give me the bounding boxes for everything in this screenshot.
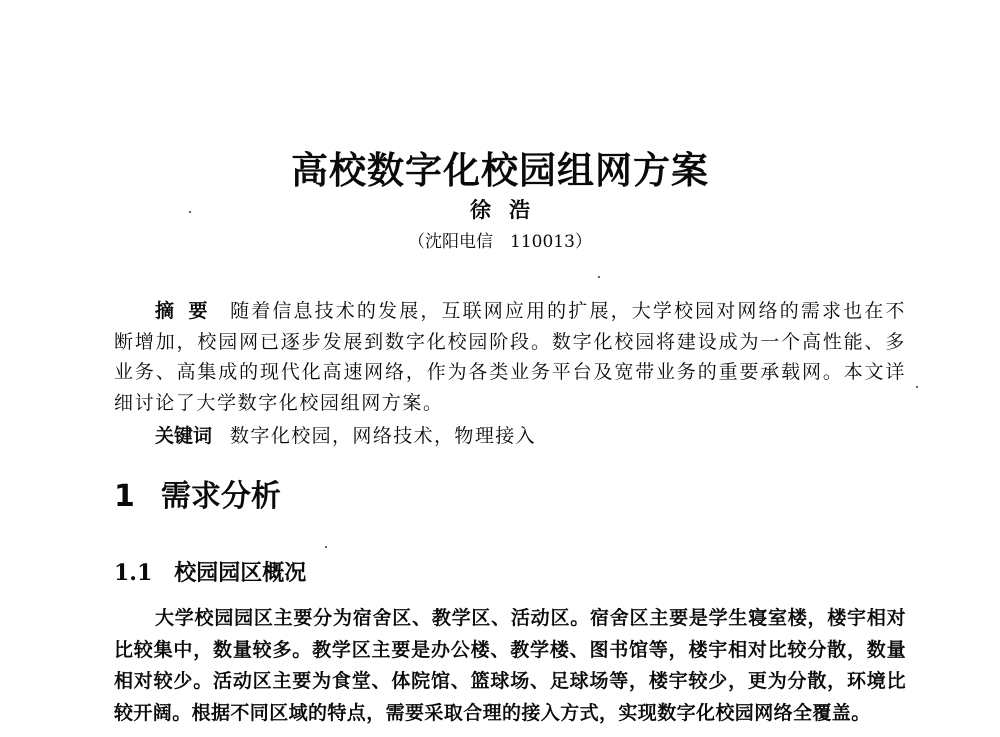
- author-affiliation: （沈阳电信 110013）: [408, 232, 592, 252]
- subsection-heading: [114, 556, 306, 591]
- body-paragraph: 大学校园园区主要分为宿舍区、教学区、活动区。宿舍区主要是学生寝室楼，楼宇相对比较集中，数量较多。教学区主要是办公楼、教学楼、图书馆等，楼宇相对比较分散，数量相对较少。活动区主要为食堂、体院馆、篮球场、足球场等，楼宇较少，更为分散，环境比较开阔。根据不同区域的特点，需要采取合理的接入方式，实现数字化校园网络全覆盖。: [114, 607, 906, 724]
- section-heading: [114, 476, 281, 518]
- abstract-label: 摘要: [155, 300, 223, 322]
- subsection-number: 1.1: [114, 560, 153, 586]
- scan-speck: [916, 386, 918, 388]
- paper-title: 高校数字化校园组网方案: [291, 149, 709, 192]
- section-number: 1: [114, 479, 135, 514]
- abstract-text: 随着信息技术的发展，互联网应用的扩展，大学校园对网络的需求也在不断增加，校园网已逐步发展到数字化校园阶段。数字化校园将建设成为一个高性能、多业务、高集成的现代化高速网络，作为各类业务平台及宽带业务的重要承载网。本文详细讨论了大学数字化校园组网方案。: [114, 300, 906, 414]
- keywords-line: [155, 421, 536, 451]
- keywords-label: 关键词: [155, 425, 213, 447]
- scan-speck: [325, 546, 327, 548]
- author-name: 徐浩: [470, 198, 548, 222]
- section-title: 需求分析: [160, 479, 281, 514]
- scan-speck: [189, 211, 191, 213]
- keywords-text: 数字化校园，网络技术，物理接入: [230, 425, 537, 447]
- scan-speck: [598, 276, 600, 278]
- subsection-title: 校园园区概况: [174, 561, 307, 586]
- abstract-paragraph: [114, 296, 906, 418]
